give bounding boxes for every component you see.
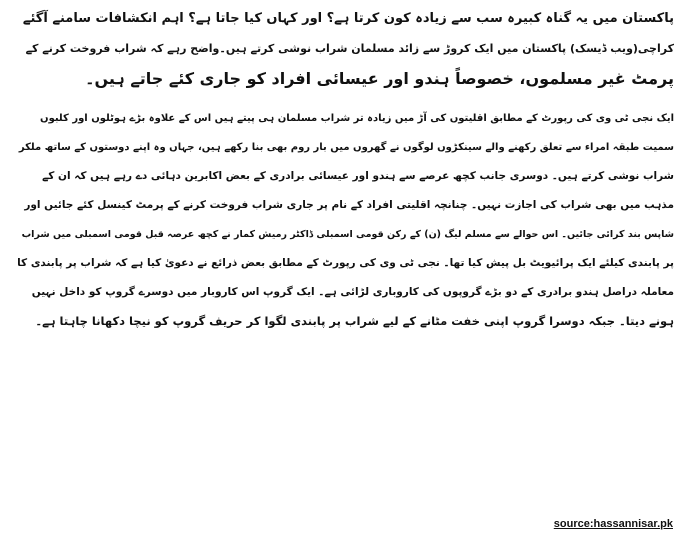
article-headline: پاکستان میں یہ گناہ کبیرہ سب سے زیادہ کون کرتا ہے؟ اور کہاں کیا جاتا ہے؟ اہم انکشافات سامنے آگئے xyxy=(22,11,674,26)
paragraph-line: شاپس بند کرائی جائیں۔ اس حوالے سے مسلم لیگ (ن) کے رکن قومی اسمبلی ڈاکٹر رمیش کمار نے کچھ عرصہ قبل قومی اسمبلی میں شراب xyxy=(21,229,674,240)
paragraph-line: کراچی(ویب ڈیسک) پاکستان میں ایک کروڑ سے زائد مسلمان شراب نوشی کرتے ہیں۔واضح رہے کہ شراب فروخت کرنے کے xyxy=(25,42,674,55)
paragraph-line: مذہب میں بھی شراب کی اجازت نہیں۔ چنانچہ اقلیتی افراد کے نام پر جاری شراب فروخت کرنے کے پرمٹ کینسل کئے جائیں اور xyxy=(24,199,674,211)
paragraph-line: ہونے دیتا۔ جبکہ دوسرا گروپ اپنی خفت مٹانے کے لیے شراب پر پابندی لگوا کر حریف گروپ کو نیچا دکھانا چاہتا ہے۔ xyxy=(35,314,674,328)
paragraph-line: معاملہ دراصل ہندو برادری کے دو بڑے گروپوں کی کاروباری لڑائی ہے۔ ایک گروپ اس کاروبار میں دوسرے گروپ کو داخل نہیں xyxy=(31,286,674,298)
paragraph-line: پر پابندی کیلئے ایک پرائیویٹ بل پیش کیا تھا۔ نجی ٹی وی کی رپورٹ کے مطابق بعض ذرائع نے دعویٰ کیا ہے کہ شراب پر پابندی کا xyxy=(17,257,674,269)
paragraph-line: سمیت طبقہ امراء سے تعلق رکھنے والے سینکڑوں لوگوں نے گھروں میں بار روم بھی بنا رکھے ہیں، جہاں وہ اپنے دوستوں کے ساتھ ملکر xyxy=(18,142,674,153)
paragraph-line: ایک نجی ٹی وی کی رپورٹ کے مطابق اقلیتوں کی آڑ میں زیادہ تر شراب مسلمان ہی پیتے ہیں اس کے علاوہ بڑے ہوٹلوں اور کلبوں xyxy=(40,113,674,124)
body-paragraph xyxy=(14,104,674,336)
paragraph-line: پرمٹ غیر مسلموں، خصوصاً ہندو اور عیسائی افراد کو جاری کئے جاتے ہیں۔ xyxy=(85,69,674,88)
article xyxy=(14,4,674,336)
paragraph-line: شراب نوشی کرتے ہیں۔ دوسری جانب کچھ عرصے سے ہندو اور عیسائی برادری کے بعض اکابرین دہائی دے رہے ہیں کہ ان کے xyxy=(42,170,674,182)
intro-paragraph xyxy=(14,34,674,94)
source-link[interactable]: source:hassannisar.pk xyxy=(553,518,673,530)
